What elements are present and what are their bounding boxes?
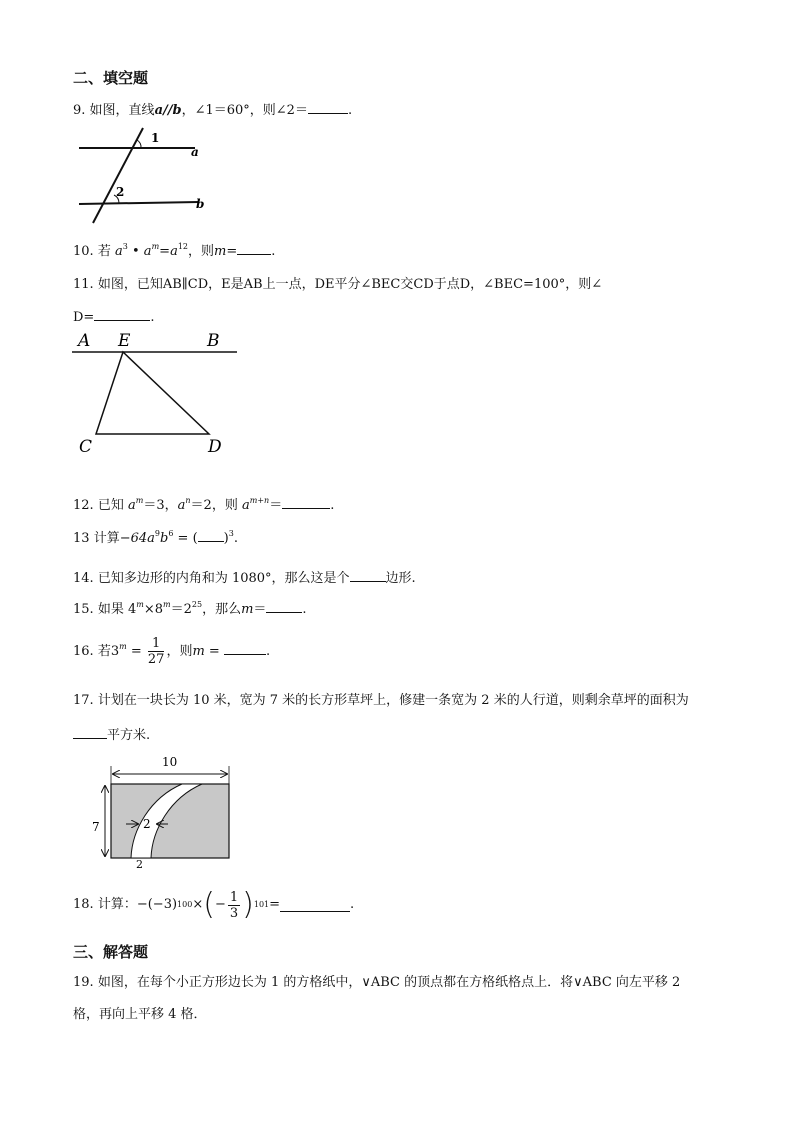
question-17-line2 (73, 726, 150, 744)
section-title-fill: 二、填空题 (73, 69, 149, 87)
question-text: ，那么 (202, 602, 242, 617)
label-D: D (208, 437, 222, 457)
question-11 (73, 277, 602, 293)
period: . (265, 644, 271, 659)
parallel-lines: a//b (154, 103, 182, 118)
question-text: 如图，直线 (89, 103, 155, 118)
exponent: 25 (191, 600, 203, 609)
var-m: m (241, 602, 254, 617)
label-7: 7 (92, 820, 100, 834)
operator: = ( (173, 531, 198, 546)
exponent: 6 (168, 529, 174, 538)
operator: − (214, 897, 226, 912)
exponent: m+n (249, 496, 270, 505)
question-16 (73, 636, 270, 667)
question-number: 11. (73, 277, 94, 292)
fraction (228, 890, 240, 921)
question-number: 18. (73, 897, 94, 912)
question-text: 边形. (385, 571, 416, 586)
label-10: 10 (162, 755, 178, 769)
answer-blank[interactable] (94, 308, 150, 321)
var-a: a (127, 498, 136, 513)
var-b: b (159, 531, 169, 546)
left-paren: ( (203, 887, 215, 922)
exponent: 9 (154, 529, 160, 538)
question-19-line2 (73, 1007, 207, 1023)
label-E: E (118, 331, 131, 351)
answer-blank[interactable] (224, 642, 266, 655)
question-number: 16. (73, 644, 94, 659)
triangle-ecd (96, 352, 209, 434)
question-text: ＝2，则 (190, 498, 238, 513)
operator: = (204, 644, 224, 659)
var-a: a (241, 498, 250, 513)
question-text: 已知 (97, 498, 124, 513)
period: . (150, 310, 155, 325)
question-text: ，则 (188, 244, 215, 259)
label-2-path: 2 (143, 817, 151, 831)
exponent: 12 (177, 242, 189, 251)
operator: = (269, 897, 281, 912)
label-C: C (79, 437, 93, 457)
period: . (302, 602, 307, 617)
question-number: 19. (73, 975, 94, 990)
right-paren: ) (242, 887, 254, 922)
operator: = (126, 644, 146, 659)
expression: −64a (119, 531, 155, 546)
answer-blank[interactable] (266, 600, 302, 613)
period: . (271, 244, 276, 259)
label-A: A (78, 331, 91, 351)
question-15 (73, 600, 307, 618)
exponent: n (185, 496, 191, 505)
question-text: ，∠1＝60°，则∠2＝ (181, 103, 308, 118)
period: . (233, 531, 238, 546)
question-text: 平方米. (107, 728, 151, 743)
question-text: ，则 (166, 644, 193, 659)
question-text: 若 (97, 644, 111, 659)
label-b: b (196, 197, 205, 211)
operator: ＝ (253, 602, 267, 617)
question-text: 如图，在每个小正方形边长为 1 的方格纸中，∨ABC 的顶点都在方格纸格点上．将∨ABC 向左平移 2 (97, 975, 681, 990)
question-number: 12. (73, 498, 94, 513)
expression: ×8 (143, 602, 163, 617)
question-19 (73, 975, 680, 991)
var-m: m (192, 644, 205, 659)
question-text: 格，再向上平移 4 格． (73, 1007, 207, 1022)
label-2-bottom: 2 (136, 858, 143, 870)
expression: ＝2 (170, 602, 192, 617)
question-10 (73, 242, 275, 260)
question-text: 计算： (97, 897, 137, 912)
fraction (148, 636, 165, 667)
exponent: m (119, 642, 127, 651)
question-12 (73, 496, 334, 514)
answer-blank[interactable] (280, 899, 350, 912)
question-number: 10. (73, 244, 94, 259)
numerator: 1 (229, 889, 239, 905)
question-text: 计划在一块长为 10 米，宽为 7 米的长方形草坪上，修建一条宽为 2 米的人行道，则剩余草坪的面积为 (97, 693, 689, 708)
operator: = (159, 244, 171, 259)
exponent: m (163, 600, 171, 609)
operator: • (131, 244, 140, 259)
question-text: 如果 4 (97, 602, 137, 617)
question-text: 已知多边形的内角和为 1080°，那么这是个 (97, 571, 350, 586)
question-18: 18. 计算： −(−3) 100 × ( − $\frac{1}{3}$ ) 101 = . (73, 887, 355, 922)
denominator: 27 (147, 652, 165, 667)
exponent: 3 (122, 242, 128, 251)
answer-blank[interactable] (350, 569, 386, 582)
transversal (93, 128, 143, 223)
paren: ) (223, 531, 229, 546)
label-1: 1 (151, 131, 160, 145)
numerator: 1 (148, 636, 165, 652)
var-a: a (170, 244, 178, 259)
question-14 (73, 569, 416, 587)
operator: = (226, 244, 238, 259)
figure-lawn (86, 752, 236, 870)
question-13 (73, 529, 238, 547)
answer-blank[interactable] (282, 496, 330, 509)
denominator: 3 (229, 905, 239, 921)
exponent: 3 (228, 529, 234, 538)
operator: ＝ (269, 498, 283, 513)
line-b (79, 202, 199, 204)
figure-parallel-lines (73, 126, 213, 226)
question-number: 17. (73, 693, 94, 708)
question-text: ＝3， (143, 498, 178, 513)
exponent: m (135, 496, 144, 505)
answer-blank[interactable] (198, 529, 224, 542)
answer-blank[interactable] (237, 242, 271, 255)
operator: × (192, 897, 204, 912)
exponent: m (151, 242, 160, 251)
var-a: a (143, 244, 152, 259)
var-a: a (114, 244, 123, 259)
question-text: D= (73, 310, 95, 325)
question-text: 计算 (93, 531, 120, 546)
period: . (350, 897, 355, 912)
exponent: m (136, 600, 144, 609)
label-2: 2 (116, 185, 125, 199)
question-number: 13 (73, 531, 90, 546)
question-text: 如图，已知AB∥CD，E是AB上一点，DE平分∠BEC交CD于点D，∠BEC=100°，则∠ (97, 277, 603, 292)
figure-triangle (70, 328, 245, 458)
question-9 (73, 101, 352, 119)
question-number: 15. (73, 602, 94, 617)
section-title-solve: 三、解答题 (73, 943, 149, 961)
question-text: 若 (97, 244, 111, 259)
label-B: B (207, 331, 220, 351)
period: . (347, 103, 353, 118)
question-11-line2 (73, 308, 154, 326)
base: 3 (110, 644, 120, 659)
period: . (330, 498, 335, 513)
label-a: a (191, 145, 199, 159)
var-a: a (177, 498, 186, 513)
answer-blank[interactable] (308, 101, 348, 114)
question-number: 9. (73, 103, 86, 118)
expression: −(−3) (136, 897, 178, 912)
question-17 (73, 693, 689, 709)
var-m: m (214, 244, 227, 259)
question-number: 14. (73, 571, 94, 586)
angle-1-arc (137, 140, 141, 148)
answer-blank[interactable] (73, 726, 107, 739)
